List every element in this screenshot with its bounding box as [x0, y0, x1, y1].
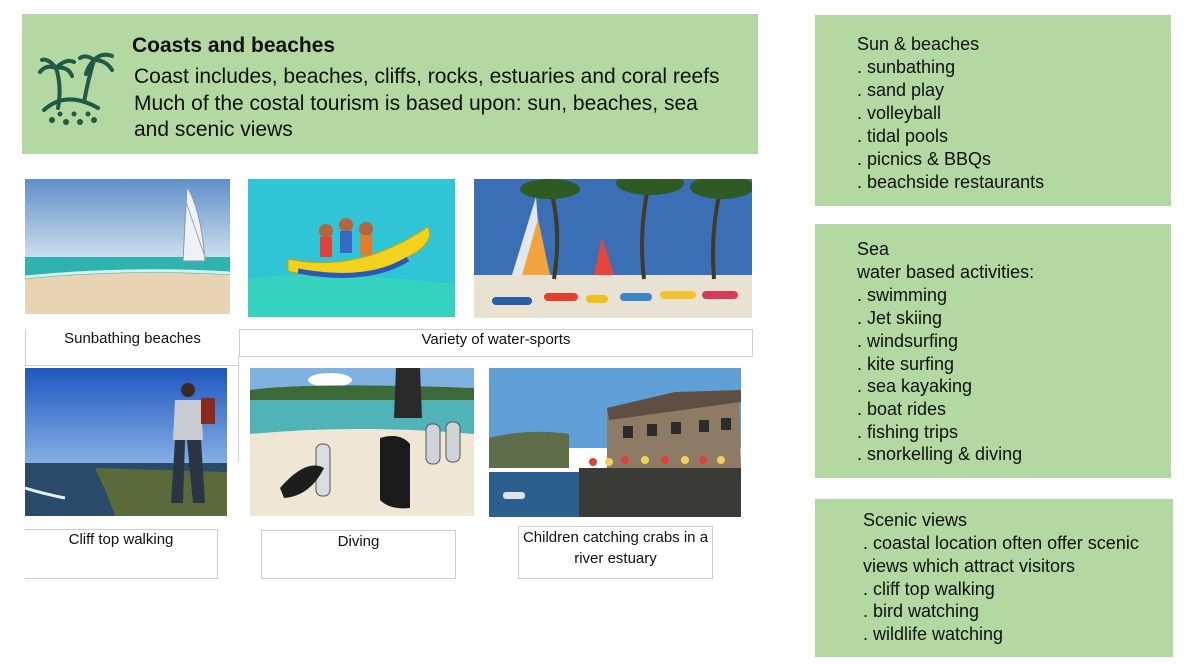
photo-beach-boats [474, 179, 752, 318]
caption-text: Variety of water-sports [421, 331, 571, 348]
palm-island-icon [36, 50, 116, 130]
panel-heading: Sun & beaches [857, 34, 980, 54]
panel-text-line: views which attract visitors [863, 556, 1076, 576]
panel-heading: Scenic views [863, 510, 968, 530]
list-item: . sand play [857, 80, 945, 100]
header-text-line: Coast includes, beaches, cliffs, rocks, estuaries and coral reefs [134, 65, 720, 88]
caption-crabs [518, 526, 713, 579]
caption-text: Cliff top walking [68, 531, 174, 548]
photo-cliff-walker [25, 368, 227, 516]
list-item: . sea kayaking [857, 376, 973, 396]
panel-sea [815, 224, 1171, 478]
list-item: . kite surfing [857, 354, 955, 374]
list-item: . tidal pools [857, 126, 949, 146]
list-item: . swimming [857, 285, 948, 305]
panel-text-line: . coastal location often offer scenic [863, 533, 1139, 553]
panel-subheading: water based activities: [857, 262, 1035, 282]
header-banner [22, 14, 758, 154]
list-item: . boat rides [857, 399, 947, 419]
list-item: . cliff top walking [863, 579, 995, 599]
list-item: . picnics & BBQs [857, 149, 992, 169]
caption-diving [261, 530, 456, 579]
header-text-line: Much of the costal tourism is based upon: sun, beaches, sea [134, 92, 698, 115]
list-item: . bird watching [863, 601, 980, 621]
caption-text: Children catching crabs in a [522, 529, 709, 546]
caption-watersports [239, 329, 753, 357]
photo-banana-boat [248, 179, 455, 317]
panel-sun-beaches [815, 15, 1171, 206]
caption-text: Sunbathing beaches [64, 330, 201, 347]
list-item: . Jet skiing [857, 308, 943, 328]
list-item: . sunbathing [857, 57, 956, 77]
panel-heading: Sea [857, 239, 890, 259]
list-item: . fishing trips [857, 422, 959, 442]
list-item: . snorkelling & diving [857, 444, 1023, 464]
panel-scenic-views [815, 499, 1173, 657]
caption-text: river estuary [574, 550, 657, 567]
photo-sunbathing-beach [25, 179, 230, 314]
header-text-line: and scenic views [134, 118, 293, 141]
photo-river-estuary [489, 368, 741, 517]
photo-diving-gear [250, 368, 474, 516]
page-title: Coasts and beaches [132, 34, 336, 57]
caption-text: Diving [337, 533, 380, 550]
list-item: . wildlife watching [863, 624, 1004, 644]
caption-sunbathing [25, 329, 239, 366]
divider [238, 356, 239, 462]
caption-cliff [25, 529, 218, 579]
list-item: . beachside restaurants [857, 172, 1045, 192]
list-item: . volleyball [857, 103, 942, 123]
list-item: . windsurfing [857, 331, 959, 351]
